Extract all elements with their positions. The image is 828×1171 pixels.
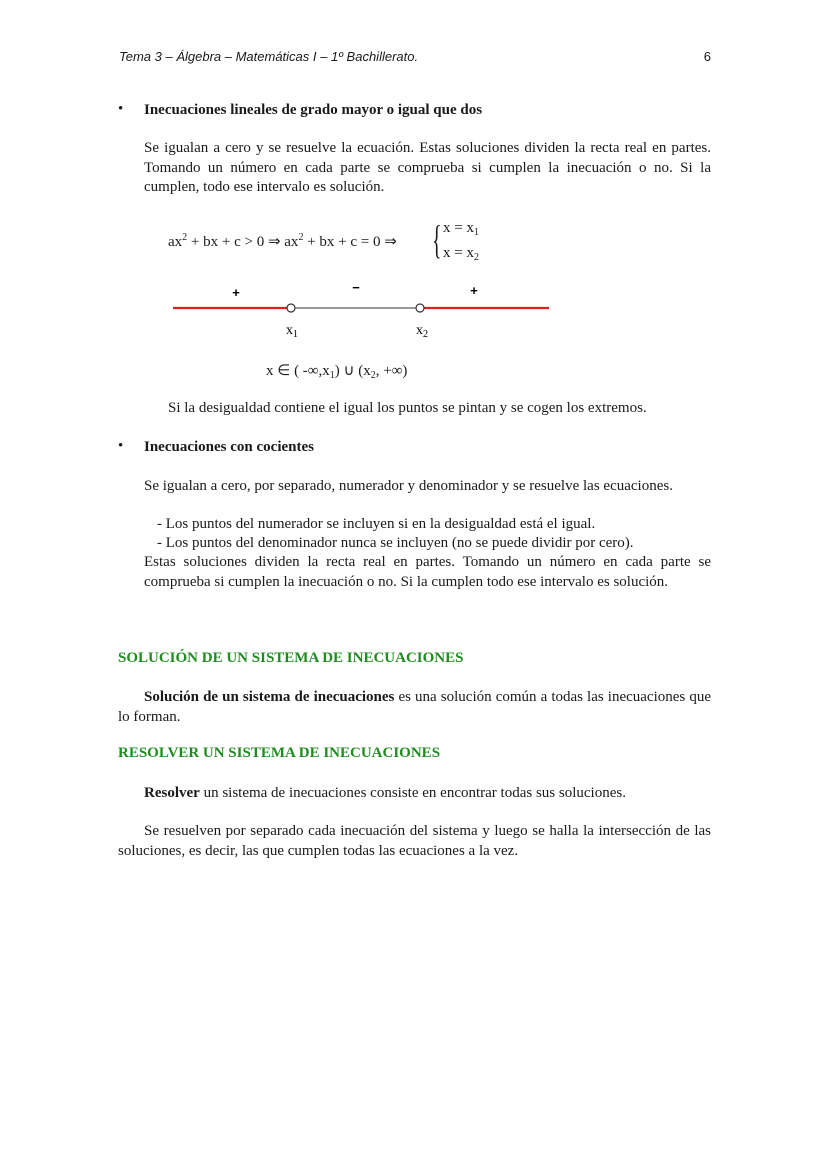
label-sub: 2 <box>423 329 428 340</box>
paragraph-resolver <box>144 784 626 804</box>
paragraph-interseccion: Se resuelven por separado cada inecuación del sistema y luego se halla la intersección de las soluciones, es decir, las que cumplen todas las ecuaciones a la vez. <box>118 823 711 859</box>
list-item-numerador: - Los puntos del numerador se incluyen si en la desigualdad está el igual. <box>157 516 596 532</box>
paragraph-text: es una solución común a todas las inecuaciones que lo forman. <box>118 689 711 725</box>
bullet-icon: • <box>118 101 124 117</box>
page-number: 6 <box>703 49 711 64</box>
solution-set <box>266 361 407 381</box>
formula-case-1 <box>443 220 479 238</box>
sign-right: + <box>470 283 478 298</box>
solution-part: x ∈ ( -∞,x <box>266 363 330 379</box>
brace-symbol: { <box>432 217 442 262</box>
formula-part: + bx + c > 0 ⇒ ax <box>187 234 299 250</box>
paragraph-cocientes-2: Estas soluciones dividen la recta real en partes. Tomando un número en cada parte se comprueba si cumplen la inecuación o no. Si la cumplen todo ese intervalo es solución. <box>144 554 711 590</box>
number-line-diagram <box>165 278 560 343</box>
section-title-resolver-sistema: RESOLVER UN SISTEMA DE INECUACIONES <box>118 745 441 761</box>
solution-subscript: 2 <box>370 370 376 381</box>
section-title-solucion-sistema: SOLUCIÓN DE UN SISTEMA DE INECUACIONES <box>118 650 464 666</box>
list-item-denominador: - Los puntos del denominador nunca se incluyen (no se puede dividir por cero). <box>157 535 634 551</box>
label-x: x <box>416 323 423 338</box>
sign-middle: − <box>352 280 360 295</box>
formula-part: + bx + c = 0 ⇒ <box>303 234 397 250</box>
label-sub: 1 <box>293 329 298 340</box>
sign-left: + <box>232 285 240 300</box>
paragraph-lineales: Se igualan a cero y se resuelve la ecuación. Estas soluciones dividen la recta real en partes. Tomando un número en cada parte se comprueba si cumplen la inecuación o no. Si la cumplen, todo ese intervalo es solución. <box>144 140 711 195</box>
solution-part: ) ∪ (x <box>334 363 371 379</box>
formula-case-2 <box>443 245 479 263</box>
bold-term: Resolver <box>144 785 200 801</box>
note-extremos: Si la desigualdad contiene el igual los puntos se pintan y se cogen los extremos. <box>168 400 647 416</box>
case-subscript: 1 <box>473 227 479 238</box>
open-point-x2 <box>416 304 424 312</box>
case-subscript: 2 <box>473 252 479 263</box>
solution-part: , +∞) <box>375 363 408 379</box>
formula-exponent: 2 <box>182 232 188 243</box>
case-text: x = x <box>443 245 474 261</box>
label-x: x <box>286 323 293 338</box>
bullet-icon: • <box>118 438 124 454</box>
section-heading-lineales: Inecuaciones lineales de grado mayor o igual que dos <box>144 102 483 118</box>
formula-part: ax <box>168 234 183 250</box>
formula-exponent: 2 <box>298 232 304 243</box>
bold-term: Solución de un sistema de inecuaciones <box>144 689 395 705</box>
label-x1 <box>286 323 298 340</box>
open-point-x1 <box>287 304 295 312</box>
section-heading-cocientes: Inecuaciones con cocientes <box>144 439 314 455</box>
page-header <box>119 49 711 64</box>
paragraph-solucion-sistema <box>118 688 711 727</box>
paragraph-cocientes: Se igualan a cero, por separado, numerador y denominador y se resuelve las ecuaciones. <box>144 478 673 494</box>
paragraph-text: un sistema de inecuaciones consiste en encontrar todas sus soluciones. <box>199 785 626 801</box>
header-title: Tema 3 – Álgebra – Matemáticas I – 1º Bachillerato. <box>119 49 419 64</box>
case-text: x = x <box>443 220 474 236</box>
solution-subscript: 1 <box>329 370 335 381</box>
label-x2 <box>416 323 428 340</box>
quadratic-formula <box>168 217 508 270</box>
